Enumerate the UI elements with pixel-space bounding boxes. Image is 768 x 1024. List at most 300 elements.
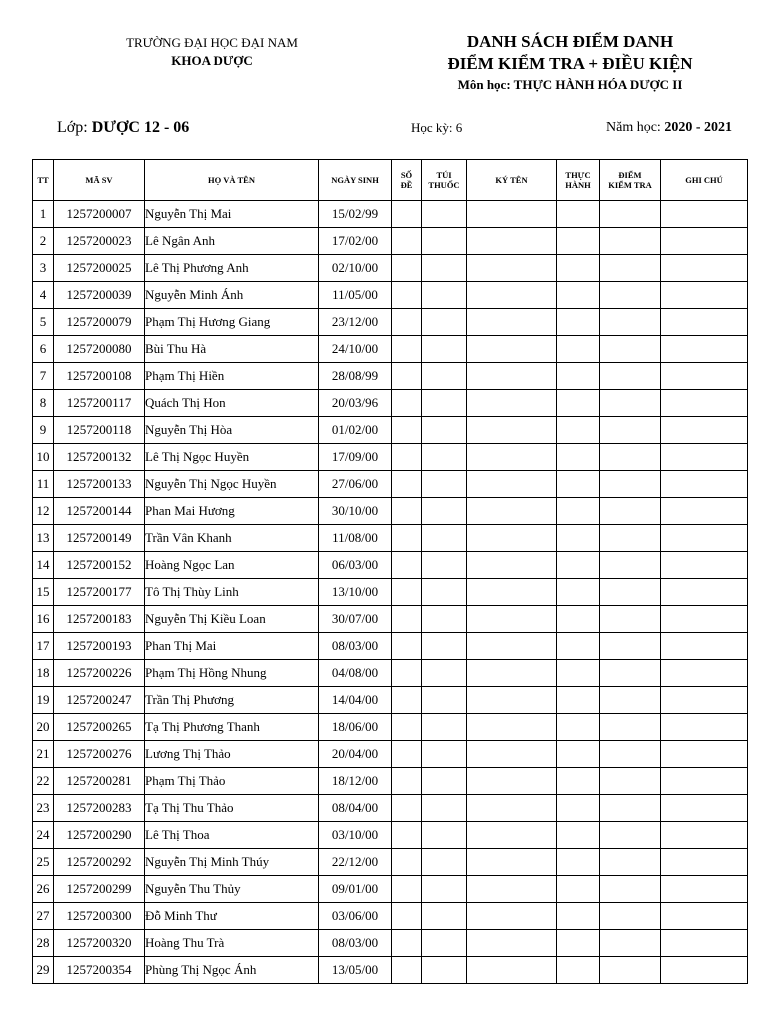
notes-cell bbox=[661, 201, 748, 228]
semester-info bbox=[411, 118, 462, 138]
medicine-bag-cell bbox=[422, 930, 467, 957]
practice-cell bbox=[557, 606, 600, 633]
practice-cell bbox=[557, 714, 600, 741]
student-name: Quách Thị Hon bbox=[145, 390, 319, 417]
table-row bbox=[33, 228, 748, 255]
signature-cell bbox=[467, 282, 557, 309]
test-score-cell bbox=[600, 741, 661, 768]
row-number: 5 bbox=[33, 309, 54, 336]
date-of-birth: 17/02/00 bbox=[319, 228, 392, 255]
student-name: Lê Thị Phương Anh bbox=[145, 255, 319, 282]
signature-cell bbox=[467, 417, 557, 444]
student-id: 1257200299 bbox=[54, 876, 145, 903]
medicine-bag-cell bbox=[422, 579, 467, 606]
notes-cell bbox=[661, 390, 748, 417]
signature-cell bbox=[467, 201, 557, 228]
date-of-birth: 17/09/00 bbox=[319, 444, 392, 471]
subject-line: Môn học: THỰC HÀNH HÓA DƯỢC II bbox=[457, 77, 683, 92]
col-header-practice: THỰC HÀNH bbox=[557, 160, 600, 201]
exam-number-cell bbox=[392, 822, 422, 849]
signature-cell bbox=[467, 849, 557, 876]
student-name: Nguyễn Thu Thủy bbox=[145, 876, 319, 903]
test-score-cell bbox=[600, 498, 661, 525]
medicine-bag-cell bbox=[422, 390, 467, 417]
exam-number-cell bbox=[392, 201, 422, 228]
signature-cell bbox=[467, 525, 557, 552]
practice-cell bbox=[557, 228, 600, 255]
test-score-cell bbox=[600, 201, 661, 228]
date-of-birth: 11/08/00 bbox=[319, 525, 392, 552]
table-row bbox=[33, 957, 748, 984]
table-row bbox=[33, 741, 748, 768]
notes-cell bbox=[661, 525, 748, 552]
signature-cell bbox=[467, 228, 557, 255]
practice-cell bbox=[557, 552, 600, 579]
row-number: 9 bbox=[33, 417, 54, 444]
notes-cell bbox=[661, 579, 748, 606]
notes-cell bbox=[661, 660, 748, 687]
student-name: Phạm Thị Hồng Nhung bbox=[145, 660, 319, 687]
date-of-birth: 30/07/00 bbox=[319, 606, 392, 633]
medicine-bag-cell bbox=[422, 525, 467, 552]
table-row bbox=[33, 417, 748, 444]
date-of-birth: 22/12/00 bbox=[319, 849, 392, 876]
row-number: 10 bbox=[33, 444, 54, 471]
exam-number-cell bbox=[392, 903, 422, 930]
signature-cell bbox=[467, 444, 557, 471]
student-name: Nguyễn Thị Minh Thúy bbox=[145, 849, 319, 876]
student-name: Nguyễn Thị Kiều Loan bbox=[145, 606, 319, 633]
test-score-cell bbox=[600, 768, 661, 795]
student-name: Lương Thị Thảo bbox=[145, 741, 319, 768]
test-score-cell bbox=[600, 309, 661, 336]
table-row bbox=[33, 903, 748, 930]
practice-cell bbox=[557, 471, 600, 498]
exam-number-cell bbox=[392, 714, 422, 741]
date-of-birth: 30/10/00 bbox=[319, 498, 392, 525]
row-number: 12 bbox=[33, 498, 54, 525]
test-score-cell bbox=[600, 687, 661, 714]
student-name: Hoàng Thu Trà bbox=[145, 930, 319, 957]
table-header-row bbox=[33, 160, 748, 201]
medicine-bag-cell bbox=[422, 336, 467, 363]
table-row bbox=[33, 795, 748, 822]
student-name: Bùi Thu Hà bbox=[145, 336, 319, 363]
student-id: 1257200117 bbox=[54, 390, 145, 417]
exam-number-cell bbox=[392, 552, 422, 579]
exam-number-cell bbox=[392, 606, 422, 633]
practice-cell bbox=[557, 741, 600, 768]
test-score-cell bbox=[600, 255, 661, 282]
date-of-birth: 23/12/00 bbox=[319, 309, 392, 336]
exam-number-cell bbox=[392, 930, 422, 957]
student-name: Lê Thị Ngọc Huyền bbox=[145, 444, 319, 471]
row-number: 19 bbox=[33, 687, 54, 714]
student-name: Hoàng Ngọc Lan bbox=[145, 552, 319, 579]
table-row bbox=[33, 471, 748, 498]
date-of-birth: 18/06/00 bbox=[319, 714, 392, 741]
notes-cell bbox=[661, 552, 748, 579]
student-name: Đỗ Minh Thư bbox=[145, 903, 319, 930]
medicine-bag-cell bbox=[422, 903, 467, 930]
test-score-cell bbox=[600, 444, 661, 471]
medicine-bag-cell bbox=[422, 417, 467, 444]
signature-cell bbox=[467, 957, 557, 984]
exam-number-cell bbox=[392, 336, 422, 363]
signature-cell bbox=[467, 552, 557, 579]
student-id: 1257200300 bbox=[54, 903, 145, 930]
student-name: Tô Thị Thùy Linh bbox=[145, 579, 319, 606]
exam-number-cell bbox=[392, 741, 422, 768]
signature-cell bbox=[467, 390, 557, 417]
student-id: 1257200152 bbox=[54, 552, 145, 579]
table-row bbox=[33, 930, 748, 957]
school-header bbox=[90, 34, 334, 70]
semester-value: 6 bbox=[455, 120, 463, 135]
exam-number-cell bbox=[392, 417, 422, 444]
student-name: Lê Thị Thoa bbox=[145, 822, 319, 849]
date-of-birth: 08/03/00 bbox=[319, 633, 392, 660]
test-score-cell bbox=[600, 552, 661, 579]
student-id: 1257200079 bbox=[54, 309, 145, 336]
medicine-bag-cell bbox=[422, 957, 467, 984]
practice-cell bbox=[557, 822, 600, 849]
notes-cell bbox=[661, 687, 748, 714]
test-score-cell bbox=[600, 390, 661, 417]
row-number: 29 bbox=[33, 957, 54, 984]
student-id: 1257200283 bbox=[54, 795, 145, 822]
signature-cell bbox=[467, 903, 557, 930]
test-score-cell bbox=[600, 282, 661, 309]
exam-number-cell bbox=[392, 687, 422, 714]
date-of-birth: 02/10/00 bbox=[319, 255, 392, 282]
medicine-bag-cell bbox=[422, 255, 467, 282]
col-header-notes: GHI CHÚ bbox=[661, 160, 748, 201]
practice-cell bbox=[557, 309, 600, 336]
medicine-bag-cell bbox=[422, 606, 467, 633]
test-score-cell bbox=[600, 849, 661, 876]
student-id: 1257200080 bbox=[54, 336, 145, 363]
practice-cell bbox=[557, 957, 600, 984]
notes-cell bbox=[661, 255, 748, 282]
year-label: Năm học: bbox=[606, 120, 661, 135]
notes-cell bbox=[661, 768, 748, 795]
date-of-birth: 01/02/00 bbox=[319, 417, 392, 444]
signature-cell bbox=[467, 795, 557, 822]
student-id: 1257200177 bbox=[54, 579, 145, 606]
table-row bbox=[33, 525, 748, 552]
notes-cell bbox=[661, 930, 748, 957]
signature-cell bbox=[467, 714, 557, 741]
faculty-name: KHOA DƯỢC bbox=[171, 53, 253, 68]
student-name: Phan Mai Hương bbox=[145, 498, 319, 525]
student-id: 1257200265 bbox=[54, 714, 145, 741]
notes-cell bbox=[661, 417, 748, 444]
notes-cell bbox=[661, 228, 748, 255]
student-id: 1257200320 bbox=[54, 930, 145, 957]
row-number: 21 bbox=[33, 741, 54, 768]
class-value: DƯỢC 12 - 06 bbox=[91, 119, 190, 136]
col-header-medicine-bag: TÚI THUỐC bbox=[422, 160, 467, 201]
date-of-birth: 09/01/00 bbox=[319, 876, 392, 903]
table-row bbox=[33, 255, 748, 282]
table-row bbox=[33, 552, 748, 579]
table-row bbox=[33, 201, 748, 228]
date-of-birth: 20/03/96 bbox=[319, 390, 392, 417]
table-row bbox=[33, 768, 748, 795]
notes-cell bbox=[661, 876, 748, 903]
test-score-cell bbox=[600, 930, 661, 957]
test-score-cell bbox=[600, 957, 661, 984]
practice-cell bbox=[557, 660, 600, 687]
test-score-cell bbox=[600, 471, 661, 498]
class-label: Lớp: bbox=[57, 119, 88, 136]
student-id: 1257200247 bbox=[54, 687, 145, 714]
signature-cell bbox=[467, 498, 557, 525]
notes-cell bbox=[661, 903, 748, 930]
table-row bbox=[33, 282, 748, 309]
student-id: 1257200276 bbox=[54, 741, 145, 768]
test-score-cell bbox=[600, 336, 661, 363]
notes-cell bbox=[661, 606, 748, 633]
medicine-bag-cell bbox=[422, 282, 467, 309]
exam-number-cell bbox=[392, 795, 422, 822]
student-name: Lê Ngân Anh bbox=[145, 228, 319, 255]
practice-cell bbox=[557, 687, 600, 714]
signature-cell bbox=[467, 471, 557, 498]
table-row bbox=[33, 444, 748, 471]
test-score-cell bbox=[600, 228, 661, 255]
table-body bbox=[33, 201, 748, 984]
col-header-signature: KÝ TÊN bbox=[467, 160, 557, 201]
test-score-cell bbox=[600, 822, 661, 849]
test-score-cell bbox=[600, 417, 661, 444]
student-name: Phạm Thị Thảo bbox=[145, 768, 319, 795]
student-id: 1257200281 bbox=[54, 768, 145, 795]
exam-number-cell bbox=[392, 255, 422, 282]
table-row bbox=[33, 876, 748, 903]
notes-cell bbox=[661, 849, 748, 876]
test-score-cell bbox=[600, 876, 661, 903]
notes-cell bbox=[661, 795, 748, 822]
signature-cell bbox=[467, 687, 557, 714]
date-of-birth: 18/12/00 bbox=[319, 768, 392, 795]
table-row bbox=[33, 309, 748, 336]
test-score-cell bbox=[600, 525, 661, 552]
student-id: 1257200025 bbox=[54, 255, 145, 282]
signature-cell bbox=[467, 633, 557, 660]
test-score-cell bbox=[600, 633, 661, 660]
notes-cell bbox=[661, 957, 748, 984]
date-of-birth: 13/10/00 bbox=[319, 579, 392, 606]
date-of-birth: 08/03/00 bbox=[319, 930, 392, 957]
practice-cell bbox=[557, 795, 600, 822]
row-number: 1 bbox=[33, 201, 54, 228]
medicine-bag-cell bbox=[422, 741, 467, 768]
notes-cell bbox=[661, 363, 748, 390]
student-name: Nguyễn Thị Mai bbox=[145, 201, 319, 228]
practice-cell bbox=[557, 282, 600, 309]
student-id: 1257200118 bbox=[54, 417, 145, 444]
practice-cell bbox=[557, 579, 600, 606]
practice-cell bbox=[557, 633, 600, 660]
semester-label: Học kỳ: bbox=[411, 120, 453, 135]
date-of-birth: 15/02/99 bbox=[319, 201, 392, 228]
table-row bbox=[33, 822, 748, 849]
table-row bbox=[33, 687, 748, 714]
practice-cell bbox=[557, 336, 600, 363]
row-number: 6 bbox=[33, 336, 54, 363]
medicine-bag-cell bbox=[422, 201, 467, 228]
medicine-bag-cell bbox=[422, 309, 467, 336]
test-score-cell bbox=[600, 363, 661, 390]
student-name: Nguyễn Thị Ngọc Huyền bbox=[145, 471, 319, 498]
signature-cell bbox=[467, 309, 557, 336]
student-id: 1257200007 bbox=[54, 201, 145, 228]
practice-cell bbox=[557, 444, 600, 471]
notes-cell bbox=[661, 471, 748, 498]
signature-cell bbox=[467, 660, 557, 687]
medicine-bag-cell bbox=[422, 795, 467, 822]
date-of-birth: 28/08/99 bbox=[319, 363, 392, 390]
exam-number-cell bbox=[392, 957, 422, 984]
exam-number-cell bbox=[392, 579, 422, 606]
table-row bbox=[33, 336, 748, 363]
notes-cell bbox=[661, 336, 748, 363]
student-id: 1257200023 bbox=[54, 228, 145, 255]
medicine-bag-cell bbox=[422, 444, 467, 471]
test-score-cell bbox=[600, 606, 661, 633]
practice-cell bbox=[557, 498, 600, 525]
student-name: Phạm Thị Hương Giang bbox=[145, 309, 319, 336]
signature-cell bbox=[467, 930, 557, 957]
student-id: 1257200149 bbox=[54, 525, 145, 552]
date-of-birth: 06/03/00 bbox=[319, 552, 392, 579]
practice-cell bbox=[557, 417, 600, 444]
row-number: 2 bbox=[33, 228, 54, 255]
student-name: Tạ Thị Thu Thảo bbox=[145, 795, 319, 822]
row-number: 24 bbox=[33, 822, 54, 849]
practice-cell bbox=[557, 525, 600, 552]
student-name: Phùng Thị Ngọc Ánh bbox=[145, 957, 319, 984]
row-number: 22 bbox=[33, 768, 54, 795]
table-row bbox=[33, 633, 748, 660]
date-of-birth: 14/04/00 bbox=[319, 687, 392, 714]
row-number: 7 bbox=[33, 363, 54, 390]
exam-number-cell bbox=[392, 498, 422, 525]
medicine-bag-cell bbox=[422, 714, 467, 741]
date-of-birth: 11/05/00 bbox=[319, 282, 392, 309]
table-row bbox=[33, 714, 748, 741]
exam-number-cell bbox=[392, 660, 422, 687]
student-name: Trần Vân Khanh bbox=[145, 525, 319, 552]
table-row bbox=[33, 849, 748, 876]
year-value: 2020 - 2021 bbox=[664, 120, 732, 135]
row-number: 26 bbox=[33, 876, 54, 903]
notes-cell bbox=[661, 282, 748, 309]
exam-number-cell bbox=[392, 282, 422, 309]
practice-cell bbox=[557, 255, 600, 282]
medicine-bag-cell bbox=[422, 660, 467, 687]
col-header-test-score: ĐIỂM KIỂM TRA bbox=[600, 160, 661, 201]
row-number: 25 bbox=[33, 849, 54, 876]
row-number: 8 bbox=[33, 390, 54, 417]
attendance-table bbox=[32, 159, 748, 984]
row-number: 14 bbox=[33, 552, 54, 579]
practice-cell bbox=[557, 363, 600, 390]
school-name: TRƯỜNG ĐẠI HỌC ĐẠI NAM bbox=[126, 35, 298, 50]
test-score-cell bbox=[600, 714, 661, 741]
medicine-bag-cell bbox=[422, 363, 467, 390]
student-name: Tạ Thị Phương Thanh bbox=[145, 714, 319, 741]
practice-cell bbox=[557, 390, 600, 417]
medicine-bag-cell bbox=[422, 876, 467, 903]
medicine-bag-cell bbox=[422, 471, 467, 498]
row-number: 23 bbox=[33, 795, 54, 822]
date-of-birth: 04/08/00 bbox=[319, 660, 392, 687]
row-number: 28 bbox=[33, 930, 54, 957]
date-of-birth: 20/04/00 bbox=[319, 741, 392, 768]
row-number: 13 bbox=[33, 525, 54, 552]
row-number: 27 bbox=[33, 903, 54, 930]
col-header-student-id: MÃ SV bbox=[54, 160, 145, 201]
row-number: 17 bbox=[33, 633, 54, 660]
row-number: 4 bbox=[33, 282, 54, 309]
row-number: 18 bbox=[33, 660, 54, 687]
date-of-birth: 03/10/00 bbox=[319, 822, 392, 849]
student-name: Phạm Thị Hiền bbox=[145, 363, 319, 390]
col-header-exam-number: SỐ ĐỀ bbox=[392, 160, 422, 201]
practice-cell bbox=[557, 876, 600, 903]
student-id: 1257200144 bbox=[54, 498, 145, 525]
date-of-birth: 03/06/00 bbox=[319, 903, 392, 930]
row-number: 15 bbox=[33, 579, 54, 606]
exam-number-cell bbox=[392, 444, 422, 471]
student-id: 1257200226 bbox=[54, 660, 145, 687]
practice-cell bbox=[557, 201, 600, 228]
col-header-dob: NGÀY SINH bbox=[319, 160, 392, 201]
student-id: 1257200292 bbox=[54, 849, 145, 876]
exam-number-cell bbox=[392, 525, 422, 552]
exam-number-cell bbox=[392, 390, 422, 417]
row-number: 20 bbox=[33, 714, 54, 741]
notes-cell bbox=[661, 633, 748, 660]
student-id: 1257200108 bbox=[54, 363, 145, 390]
exam-number-cell bbox=[392, 228, 422, 255]
student-id: 1257200290 bbox=[54, 822, 145, 849]
date-of-birth: 27/06/00 bbox=[319, 471, 392, 498]
col-header-full-name: HỌ VÀ TÊN bbox=[145, 160, 319, 201]
signature-cell bbox=[467, 606, 557, 633]
date-of-birth: 08/04/00 bbox=[319, 795, 392, 822]
notes-cell bbox=[661, 444, 748, 471]
exam-number-cell bbox=[392, 471, 422, 498]
test-score-cell bbox=[600, 579, 661, 606]
title-line-1: DANH SÁCH ĐIỂM DANH bbox=[466, 32, 674, 51]
row-number: 11 bbox=[33, 471, 54, 498]
notes-cell bbox=[661, 741, 748, 768]
date-of-birth: 13/05/00 bbox=[319, 957, 392, 984]
student-id: 1257200183 bbox=[54, 606, 145, 633]
test-score-cell bbox=[600, 795, 661, 822]
student-name: Nguyễn Minh Ánh bbox=[145, 282, 319, 309]
student-name: Nguyễn Thị Hòa bbox=[145, 417, 319, 444]
exam-number-cell bbox=[392, 876, 422, 903]
exam-number-cell bbox=[392, 363, 422, 390]
medicine-bag-cell bbox=[422, 849, 467, 876]
notes-cell bbox=[661, 309, 748, 336]
title-line-2: ĐIỂM KIỂM TRA + ĐIỀU KIỆN bbox=[447, 54, 693, 73]
